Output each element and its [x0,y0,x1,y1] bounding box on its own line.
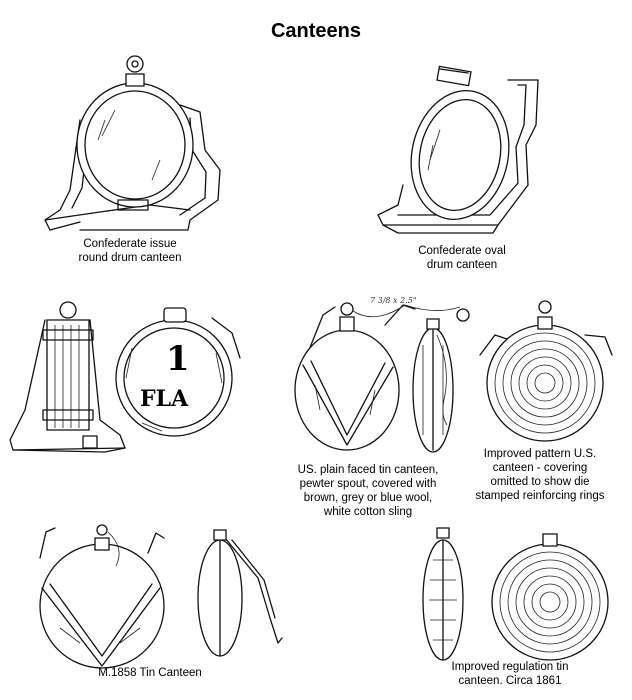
caption-line: M.1858 Tin Canteen [98,667,202,679]
confederate-oval-drum-canteen-drawing [378,55,578,240]
caption-line: round drum canteen [78,252,182,264]
improved-pattern-us-canteen-drawing [470,295,620,445]
caption-line: white cotton sling [323,506,413,518]
caption-improved-regulation-tin [430,660,590,688]
caption-line: US. plain faced tin canteen, [297,464,439,476]
drum-letters: FLA [140,386,189,412]
caption-us-plain-faced-tin [283,463,453,519]
caption-line: canteen - covering [492,462,588,474]
us-plain-faced-tin-canteen-drawing [285,295,485,460]
caption-line: canteen. Circa 1861 [458,675,562,687]
drum-number: 1 [166,339,190,379]
caption-line: stamped reinforcing rings [475,490,605,502]
caption-m1858-tin [70,666,230,680]
caption-line: omitted to show die [490,476,590,488]
caption-line: drum canteen [426,259,498,271]
caption-line: Confederate oval [418,245,506,257]
caption-line: pewter spout, covered with [299,478,437,490]
caption-confederate-round-drum [50,237,210,265]
fla-wooden-drum-canteen-drawing [112,298,247,443]
m1858-tin-canteen-drawing [20,518,290,668]
sketch-note: 7 3/8 x 2.5" [370,296,417,305]
caption-line: brown, grey or blue wool, [303,492,433,504]
confederate-round-drum-canteen-drawing [40,50,250,235]
page-title: Canteens [270,20,362,42]
caption-line: Improved regulation tin [451,661,569,673]
caption-line: Improved pattern U.S. [483,448,597,460]
caption-line: Confederate issue [83,238,177,250]
improved-regulation-tin-canteen-drawing [415,520,625,660]
caption-improved-pattern-us [460,447,620,503]
caption-confederate-oval-drum [392,244,532,272]
